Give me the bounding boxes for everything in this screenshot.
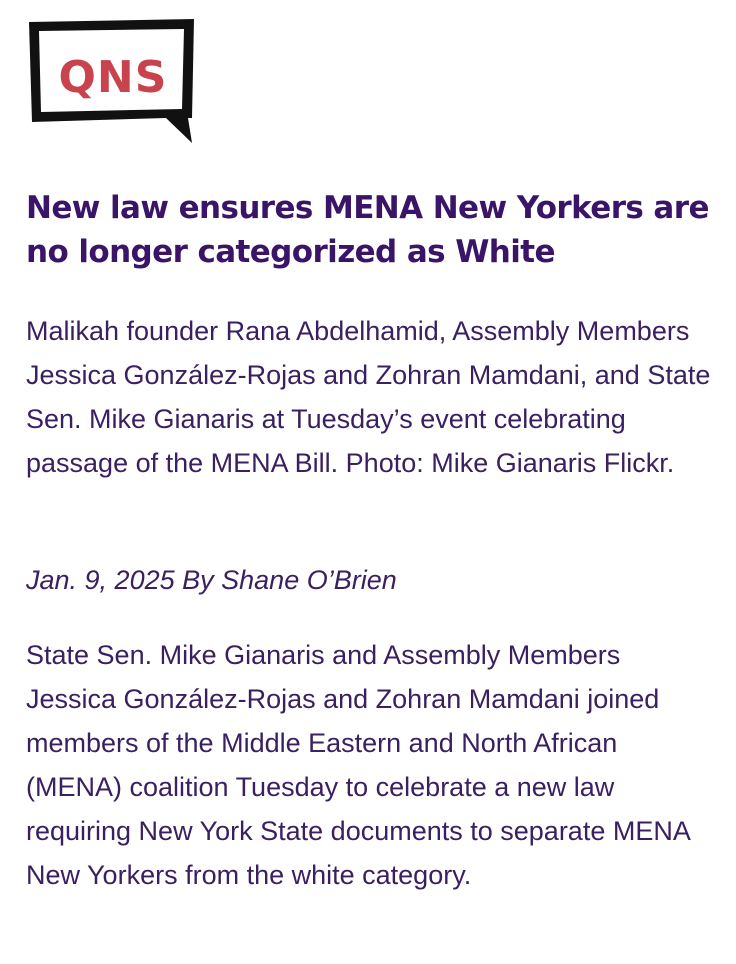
photo-caption: Malikah founder Rana Abdelhamid, Assembly Members Jessica González-Rojas and Zohran Mamdani, and State Sen. Mike Gianaris at Tuesday’s event celebrating passage of the MENA Bill. Photo: Mike Gianaris Flickr. xyxy=(26,316,711,478)
article-body-paragraph: State Sen. Mike Gianaris and Assembly Members Jessica González-Rojas and Zohran Mamdani joined members of the Middle Eastern and North African (MENA) coalition Tuesday to celebrate a new law requiring New York State documents to separate MENA New Yorkers from the white category. xyxy=(26,640,690,890)
article-headline: New law ensures MENA New Yorkers are no longer categorized as White xyxy=(26,190,709,270)
logo-text: QNS xyxy=(58,52,168,103)
article-byline: Jan. 9, 2025 By Shane O’Brien xyxy=(26,565,397,595)
qns-logo[interactable] xyxy=(26,16,198,146)
